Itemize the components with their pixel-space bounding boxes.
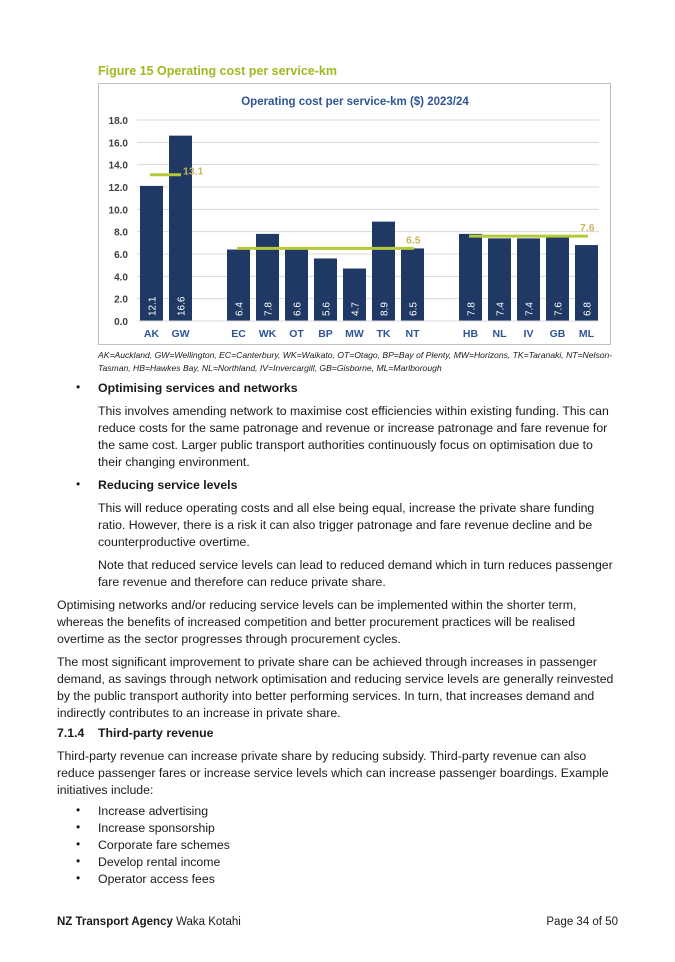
bar-value-label: 8.9 [379, 302, 391, 316]
bullet-paragraph: This involves amending network to maximise cost efficiencies within existing funding. This can reduce costs for the same patronage and revenue or increase patronage and fare revenue for the same cost. Larger public transport authorities continuously focus on optimisation due to their changing environment. [98, 404, 609, 469]
section-number: 7.1.4 [57, 726, 85, 740]
bullet-paragraph: This will reduce operating costs and all else being equal, increase the private share funding ratio. However, there is a risk it can also trigger patronage and fare revenue decline and be counterproductive overtime. [98, 501, 595, 549]
bullet-dot: • [76, 380, 81, 394]
section-heading [57, 726, 213, 740]
y-tick-label: 4.0 [114, 272, 128, 284]
category-label: OT [289, 328, 304, 340]
footer-org-rest: Waka Kotahi [172, 916, 241, 928]
category-label: EC [231, 328, 246, 340]
bar-value-label: 7.4 [524, 302, 536, 316]
bar-value-label: 6.8 [582, 302, 594, 316]
y-tick-label: 6.0 [114, 250, 128, 261]
bar-value-label: 7.4 [495, 302, 507, 316]
bar-value-label: 6.4 [234, 302, 246, 316]
y-tick-label: 8.0 [114, 227, 128, 239]
y-tick-label: 12.0 [108, 183, 128, 194]
bar-chart [98, 83, 611, 345]
category-label: TK [376, 328, 391, 340]
page-number: Page 34 of 50 [546, 916, 618, 928]
section-title: Third-party revenue [98, 726, 214, 740]
bar-value-label: 6.5 [408, 302, 420, 316]
bar-value-label: 7.8 [263, 302, 275, 316]
bullet-paragraph: Note that reduced service levels can lead to reduced demand which in turn reduces passenger fare revenue and therefore can reduce private share. [98, 558, 613, 589]
chart-svg [99, 84, 612, 346]
figure-caption: Figure 15 Operating cost per service-km [98, 64, 337, 78]
bar-value-label: 5.6 [321, 302, 333, 316]
body-paragraph: The most significant improvement to private share can be achieved through increases in passenger demand, as savings through network optimisation and reducing service levels are generally reinvested by the public transport authority into better performing services. In turn, that increases demand and indirectly contributes to an increase in private share. [57, 655, 614, 720]
bullet-dot: • [76, 477, 81, 491]
bullet-heading-reducing: Reducing service levels [98, 478, 238, 492]
footer-org-bold: NZ Transport Agency [57, 916, 173, 928]
average-label: 7.6 [580, 222, 595, 235]
body-paragraph: Optimising networks and/or reducing service levels can be implemented within the shorter term, whereas the benefits of increased competition and better procurement practices will be realised overtime as the sector progresses through procurement cycles. [57, 598, 577, 646]
category-label: HB [462, 328, 479, 340]
category-label: WK [258, 328, 277, 340]
y-tick-label: 18.0 [108, 116, 128, 127]
bullet-heading-optimising: Optimising services and networks [98, 381, 298, 395]
abbreviations-note: AK=Auckland, GW=Wellington, EC=Canterbury, WK=Waikato, OT=Otago, BP=Bay of Plenty, MW=Horizons, TK=Taranaki, NT=Nelson-Tasman, HB=Hawkes Bay, NL=Northland, IV=Invercargill, GB=Gisborne, ML=Marlborough [98, 350, 613, 373]
document-page: Figure 15 Operating cost per service-km Operating cost per service-km ($) 2023/24 0.0 2.0 4.0 6.0 8.0 10.0 12.0 14.0 16.0 18.0 12.1 AK 16.6 GW 13.1 6.4 EC 7.8 WK 6.6 OT 5.6 BP 4.7 MW 8.9 TK 6.5 NT 6.5 7.8 HB 7.4 NL 7.4 IV 7.6 GB 6.8 ML 7.6 AK=Auckland, GW=Wellington, EC=Canterbury, WK=Waikato, OT=Otago, BP=Bay of Plenty, MW=Horizons, TK=Taranaki, NT=Nelson-Tasman, HB=Hawkes Bay, NL=Northland, IV=Invercargill, GB=Gisborne, ML=Marlborough • Optimising services and networks This involves amending network to maximise cost efficiencies within existing funding. This can reduce costs for the same patronage and revenue or increase patronage and fare revenue for the same cost. Larger public transport authorities continuously focus on optimisation due to their changing environment. • Reducing service levels This will reduce operating costs and all else being equal, increase the private share funding ratio. However, there is a risk it can also trigger patronage and fare revenue decline and be counterproductive overtime. Note that reduced service levels can lead to reduced demand which in turn reduces passenger fare revenue and therefore can reduce private share. Optimising networks and/or reducing service levels can be implemented within the shorter term, whereas the benefits of increased competition and better procurement practices will be realised overtime as the sector progresses through procurement cycles. The most significant improvement to private share can be achieved through increases in passenger demand, as savings through network optimisation and reducing service levels are generally reinvested by the public transport authority into better performing services. In turn, that increases demand and indirectly contributes to an increase in private share. 7.1.4 Third-party revenue Third-party revenue can increase private share by reducing subsidy. Third-party revenue can also reduce passenger fares or increase service levels which can increase passenger boardings. Example initiatives include: • Increase advertising • Increase sponsorship • Corporate fare schemes • Develop rental income • Operator access fees NZ Transport Agency Waka Kotahi Page 34 of 50 [0, 0, 675, 962]
category-label: NT [405, 328, 420, 340]
bar-value-label: 7.8 [466, 302, 478, 316]
average-label: 6.5 [406, 234, 421, 247]
y-tick-label: 0.0 [114, 317, 128, 328]
y-tick-label: 16.0 [108, 138, 128, 150]
category-label: NL [492, 328, 507, 340]
bar-value-label: 12.1 [147, 296, 159, 316]
bar-value-label: 6.6 [292, 302, 304, 316]
bar-value-label: 4.7 [350, 302, 362, 316]
average-label: 13.1 [183, 165, 204, 178]
category-label: GW [171, 328, 190, 340]
section-paragraph: Third-party revenue can increase private share by reducing subsidy. Third-party revenue can also reduce passenger fares or increase service levels which can increase passenger boardings. Example initiatives include: [57, 749, 609, 797]
bar-value-label: 7.6 [553, 302, 565, 316]
y-tick-label: 10.0 [108, 205, 128, 217]
y-tick-label: 2.0 [114, 294, 128, 306]
bar-value-label: 16.6 [176, 296, 188, 316]
category-label: BP [318, 328, 333, 340]
category-label: AK [143, 328, 160, 340]
footer-organisation [57, 916, 241, 928]
chart-title: Operating cost per service-km ($) 2023/24 [241, 96, 469, 108]
category-label: ML [578, 328, 595, 340]
category-label: MW [345, 328, 364, 340]
category-label: GB [549, 328, 566, 340]
category-label: IV [523, 328, 534, 340]
bar [169, 136, 192, 321]
y-tick-label: 14.0 [108, 160, 128, 172]
